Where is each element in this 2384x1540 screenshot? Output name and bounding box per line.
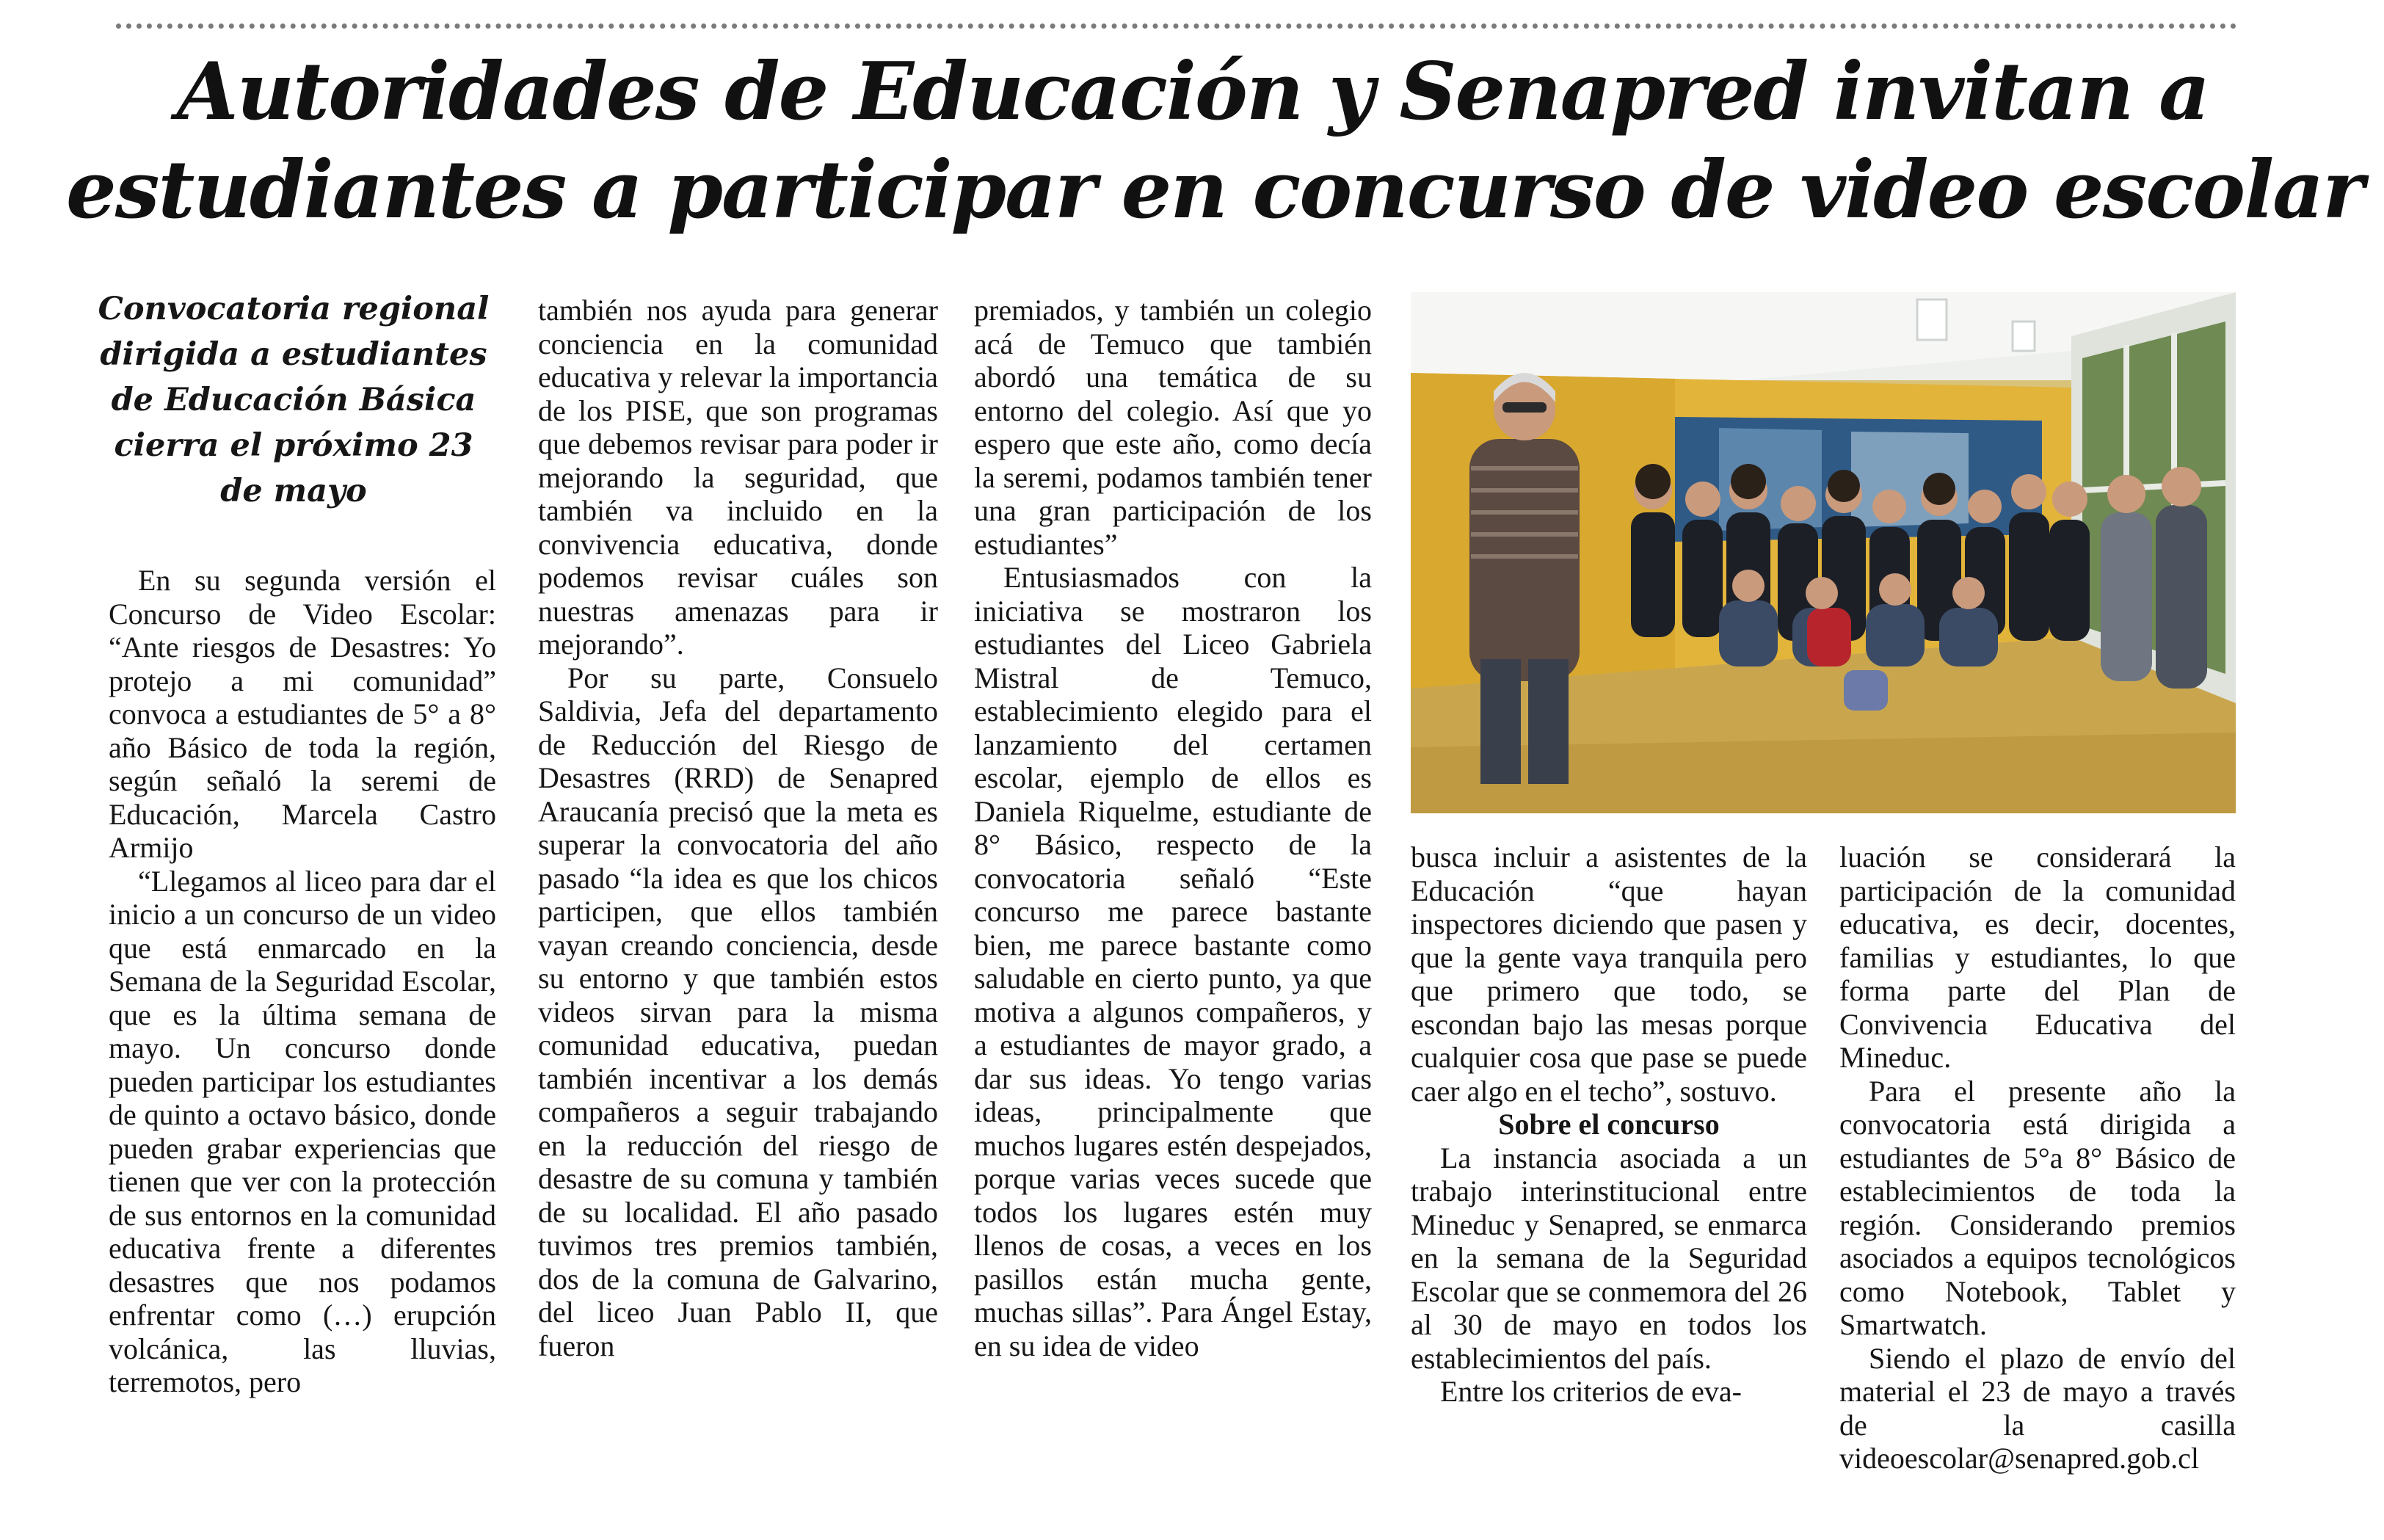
subheadline: Convocatoria regional dirigida a estudiantes de Educación Básica cierra el próximo 23 de mayo [98,291,490,509]
paragraph: Entre los criterios de eva- [1440,1375,1742,1408]
top-dotted-rule [116,23,2237,29]
paragraph: Por su parte, Consuelo Saldivia, Jefa del departamento de Reducción del Riesgo de Desastres (RRD) de Senapred Araucanía precisó que la meta es superar la convocatoria del año pasado “la idea es que los chicos participen, que ellos también vayan creando conciencia, desde su entorno y que también estos videos sirvan para la misma comunidad educativa, puedan también incentivar a los demás compañeros a seguir trabajando en la reducción del riesgo de desastre de su comuna y también de su localidad. El año pasado tuvimos tres premios también, dos de la comuna de Galvarino, del liceo Juan Pablo II, que fueron [538,661,938,1362]
article-column-3 [974,294,1372,1484]
headline [66,43,2363,239]
article-column-4 [1411,840,1807,1484]
paragraph: La instancia asociada a un trabajo interinstitucional entre Mineduc y Senapred, se enmarca en la semana de la Seguridad Escolar que se conmemora del 26 al 30 de mayo en todos los establecimientos del país. [1411,1141,1807,1375]
article-column-5 [1839,840,2236,1484]
group-photo-illustration [1411,292,2236,813]
article-column-2 [538,294,938,1484]
headline-line-1: Autoridades de Educación y Senapred invitan a [176,46,2209,138]
paragraph: Para el presente año la convocatoria está dirigida a estudiantes de 5°a 8° Básico de establecimientos de toda la región. Considerando premios asociados a equipos tecnológicos como Notebook, Tablet y Smartwatch. [1839,1074,2236,1341]
section-heading: Sobre el concurso [1498,1108,1720,1141]
paragraph: Siendo el plazo de envío del material el 23 de mayo a través de la casilla videoescolar@senapred.gob.cl [1839,1341,2236,1475]
paragraph: luación se considerará la participación de la comunidad educativa, es decir, docentes, familias y estudiantes, lo que forma parte del Plan de Convivencia Educativa del Mineduc. [1839,840,2236,1074]
headline-line-2: estudiantes a participar en concurso de video escolar [66,144,2363,236]
paragraph: busca incluir a asistentes de la Educación “que hayan inspectores diciendo que pasen y que la gente vaya tranquila pero que primero que todo, se escondan bajo las mesas porque cualquier cosa que pase se puede caer algo en el techo”, sostuvo. [1411,840,1807,1108]
paragraph: Entusiasmados con la iniciativa se mostraron los estudiantes del Liceo Gabriela Mistral de Temuco, establecimiento elegido para el lanzamiento del certamen escolar, ejemplo de ellos es Daniela Riquelme, estudiante de 8° Básico, respecto de la convocatoria señaló “Este concurso me parece bastante bien, me parece bastante como saludable en cierto punto, ya que motiva a algunos compañeros, y a estudiantes de mayor grado, a dar sus ideas. Yo tengo varias ideas, principalmente que muchos lugares estén despejados, porque varias veces sucede que todos los lugares estén muy llenos de cosas, a veces en los pasillos están mucha gente, muchas sillas”. Para Ángel Estay, en su idea de video [974,561,1372,1362]
group-photo [1411,292,2236,813]
paragraph: “Llegamos al liceo para dar el inicio a un concurso de un video que está enmarcado en la Semana de la Seguridad Escolar, que es la última semana de mayo. Un concurso donde pueden participar los estudiantes de quinto a octavo básico, donde pueden grabar experiencias que tienen que ver con la protección de sus entornos en la comunidad educativa frente a diferentes desastres que nos podamos enfrentar como (…) erupción volcánica, las lluvias, terremotos, pero [109,864,496,1398]
article-column-1 [109,564,496,1485]
paragraph: En su segunda versión el Concurso de Video Escolar: “Ante riesgos de Desastres: Yo protejo a mi comunidad” convoca a estudiantes de 5° a 8° año Básico de toda la región, según señaló la seremi de Educación, Marcela Castro Armijo [109,564,496,864]
paragraph: premiados, y también un colegio acá de Temuco que también abordó una temática de su entorno del colegio. Así que yo espero que este año, como decía la seremi, podamos también tener una gran participación de los estudiantes” [974,294,1372,561]
paragraph: también nos ayuda para generar conciencia en la comunidad educativa y relevar la importancia de los PISE, que son programas que debemos revisar para poder ir mejorando la seguridad, que también va incluido en la convivencia educativa, donde podemos revisar cuáles son nuestras amenazas para ir mejorando”. [538,294,938,661]
